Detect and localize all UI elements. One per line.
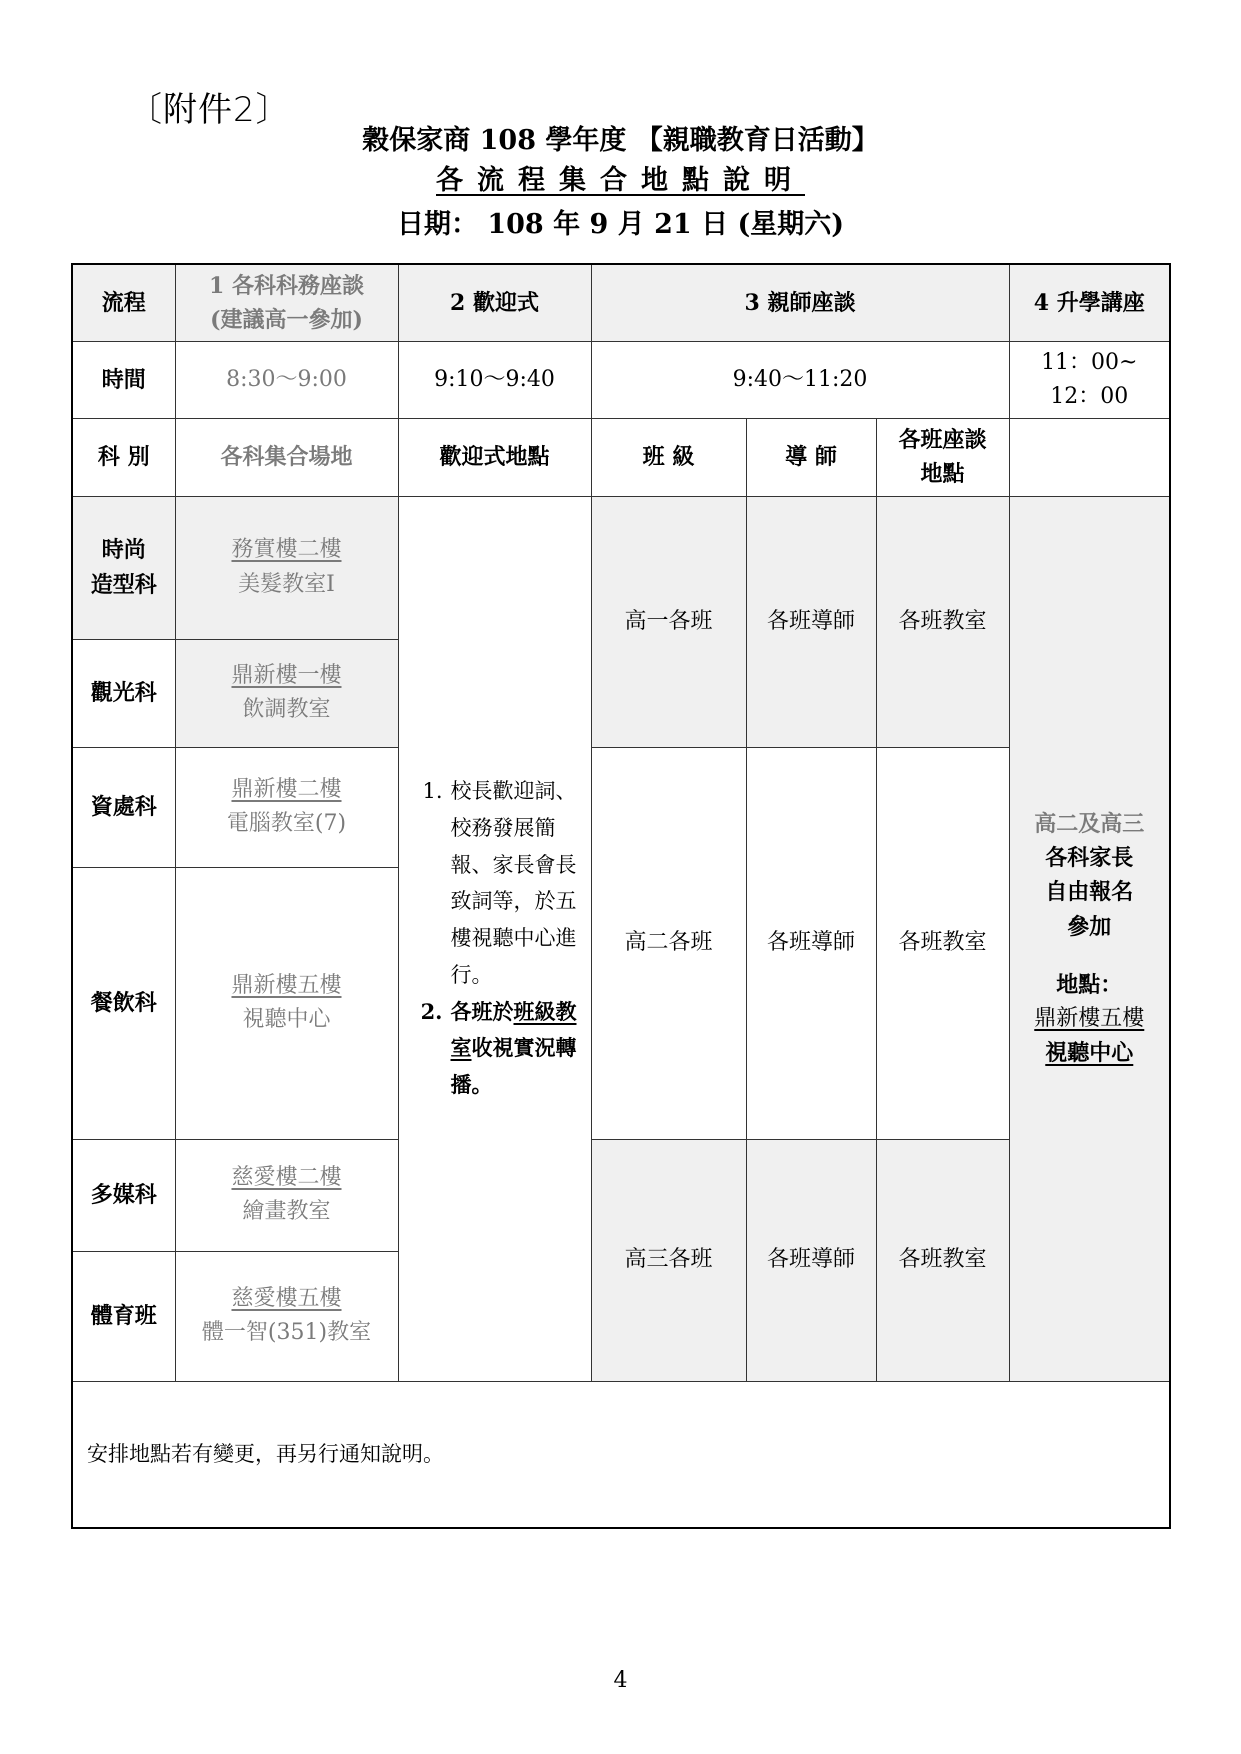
dept-venue [175, 747, 398, 867]
class-group: 高二各班 [591, 747, 746, 1139]
procedure-item-2 [409, 994, 581, 1104]
dept-row [72, 747, 1170, 867]
lecture-spacer [1016, 944, 1164, 968]
header-step-3: 3 親師座談 [591, 264, 1009, 342]
class-room: 各班教室 [876, 747, 1009, 1139]
dept-venue [175, 496, 398, 639]
procedure-item-1-num: 1. [422, 779, 443, 804]
time-step-4-start: 11：00~ [1041, 350, 1138, 376]
dept-name [72, 496, 175, 639]
page-number: 4 [613, 1668, 628, 1693]
header-process: 流程 [72, 264, 175, 342]
dept-row [72, 1139, 1170, 1251]
lecture-place-room: 視聽中心 [1045, 1039, 1134, 1066]
time-step-1: 8:30～9:00 [175, 342, 398, 419]
dept-venue [175, 1251, 398, 1381]
welcome-procedure [398, 496, 591, 1381]
class-group: 高三各班 [591, 1139, 746, 1381]
dept-name: 多媒科 [72, 1139, 175, 1251]
lecture-place-label: 地點： [1056, 971, 1123, 998]
procedure-item-2-underlined: 班級教室 [450, 998, 577, 1061]
room-label [876, 419, 1009, 496]
lecture-place-building: 鼎新樓五樓 [1034, 1005, 1145, 1031]
time-step-2: 9:10～9:40 [398, 342, 591, 419]
document-subtitle [0, 158, 1241, 197]
procedure-item-1-text: 校長歡迎詞、校務發展簡報、家長會長致詞等，於五樓視聽中心進行。 [450, 779, 577, 987]
dept-name: 觀光科 [72, 639, 175, 747]
dept-name: 體育班 [72, 1251, 175, 1381]
room-label-line2: 地點 [920, 461, 965, 488]
class-room: 各班教室 [876, 1139, 1009, 1381]
dept-venue-building: 務實樓二樓 [231, 537, 342, 563]
dept-label: 科 別 [72, 419, 175, 496]
procedure-item-2-pre: 各班於 [450, 998, 514, 1024]
class-teacher: 各班導師 [746, 496, 876, 747]
change-notice: 安排地點若有變更，再另行通知說明。 [72, 1381, 1170, 1528]
dept-venue-room: 電腦教室(7) [226, 811, 347, 837]
subheader-empty [1009, 419, 1170, 496]
dept-name: 資處科 [72, 747, 175, 867]
time-step-4-end: 12：00 [1050, 384, 1129, 410]
dept-venue-room: 體一智(351)教室 [201, 1320, 372, 1346]
procedure-item-2-num: 2. [420, 998, 443, 1024]
dept-venue-room: 視聽中心 [242, 1007, 331, 1033]
dept-venue-room: 飲調教室 [242, 697, 331, 723]
lecture-line4: 參加 [1067, 913, 1112, 940]
attachment-label: 〔附件2〕 [128, 90, 291, 130]
dept-name: 餐飲科 [72, 867, 175, 1139]
dept-venue-room: 繪畫教室 [242, 1199, 331, 1225]
subtitle-text: 各流程集合地點說明 [436, 165, 805, 196]
room-label-line1: 各班座談 [898, 427, 987, 454]
schedule-table [71, 263, 1171, 1529]
procedure-item-1 [409, 773, 581, 994]
note-row [72, 1381, 1170, 1528]
dept-venue-building: 慈愛樓二樓 [231, 1164, 342, 1190]
procedure-item-2-post: 收視實況轉播。 [450, 1035, 577, 1098]
dept-venue-label: 各科集合場地 [175, 419, 398, 496]
header-step-4: 4 升學講座 [1009, 264, 1170, 342]
document-title: 穀保家商 108 學年度 【親職教育日活動】 [362, 125, 879, 156]
class-teacher: 各班導師 [746, 747, 876, 1139]
class-group: 高一各班 [591, 496, 746, 747]
dept-venue-building: 慈愛樓五樓 [231, 1285, 342, 1311]
dept-name-line1: 時尚 [101, 537, 146, 564]
lecture-info [1009, 496, 1170, 1381]
time-step-4 [1009, 342, 1170, 419]
header-step-1-note: (建議高一參加) [210, 307, 363, 334]
procedure-item-2-text [451, 994, 581, 1104]
lecture-line1: 高二及高三 [1034, 811, 1145, 838]
lecture-line2: 各科家長 [1045, 845, 1134, 872]
time-label: 時間 [72, 342, 175, 419]
lecture-line3: 自由報名 [1045, 879, 1134, 906]
dept-name-line2: 造型科 [90, 571, 157, 598]
dept-venue [175, 639, 398, 747]
welcome-venue-label: 歡迎式地點 [398, 419, 591, 496]
class-label: 班 級 [591, 419, 746, 496]
teacher-label: 導 師 [746, 419, 876, 496]
class-room: 各班教室 [876, 496, 1009, 747]
dept-row [72, 496, 1170, 639]
header-step-1-title: 1 各科科務座談 [209, 273, 364, 299]
subheader-row [72, 419, 1170, 496]
dept-venue [175, 1139, 398, 1251]
dept-venue-building: 鼎新樓五樓 [231, 972, 342, 998]
event-date: 日期： 108 年 9 月 21 日 (星期六) [396, 209, 845, 240]
time-step-3: 9:40～11:20 [591, 342, 1009, 419]
dept-venue-building: 鼎新樓一樓 [231, 662, 342, 688]
dept-venue [175, 867, 398, 1139]
time-row [72, 342, 1170, 419]
header-row [72, 264, 1170, 342]
header-step-2: 2 歡迎式 [398, 264, 591, 342]
header-step-1 [175, 264, 398, 342]
class-teacher: 各班導師 [746, 1139, 876, 1381]
dept-venue-building: 鼎新樓二樓 [231, 776, 342, 802]
dept-venue-room: 美髮教室Ⅰ [238, 571, 335, 597]
